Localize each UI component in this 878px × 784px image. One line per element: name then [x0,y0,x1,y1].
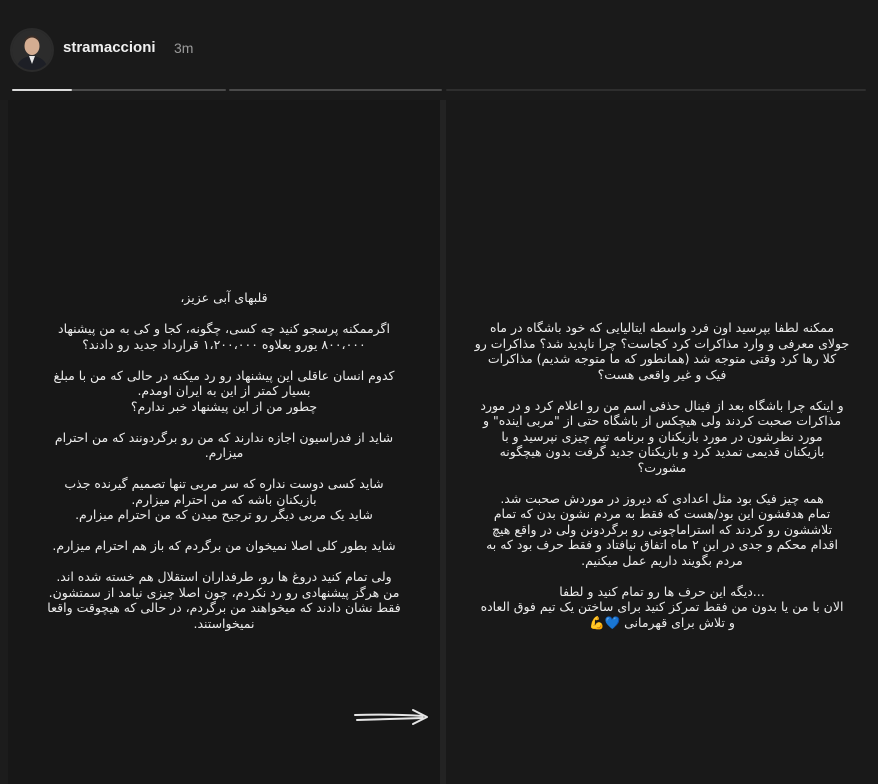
right-line: مذاکرات صحبت کردند ولی هیچکس از باشگاه حتی از "مربی اینده" و [482,413,842,428]
story-text-left [18,290,430,647]
story-progress-fill [12,89,72,91]
left-line: ولی تمام کنید دروغ ها رو، طرفداران استقلال هم خسته شده اند. [56,569,392,584]
left-paragraph [18,368,430,415]
right-line: و تلاش برای قهرمانی 💙💪 [589,614,735,630]
left-paragraph [18,430,430,461]
post-time: 3m [174,40,194,56]
left-line: شاید یک مربی دیگر رو ترجیح میدن که من احترام میزارم. [75,507,373,522]
left-paragraph [18,538,430,554]
avatar[interactable] [12,30,52,70]
story-card-left[interactable] [8,100,440,784]
left-paragraph [18,290,430,306]
profile-photo-icon [12,30,52,70]
right-line: بازیکنان قدیمی تمدید کرد و بازیکنان جدید گرفت بدون هیچگونه [499,444,825,459]
right-line: الان با من یا بدون من فقط تمرکز کنید برای ساختن یک تیم فوق العاده [480,599,844,614]
right-paragraph [454,491,870,569]
story-header [0,0,878,100]
left-line: بسیار کمتر از این به ایران اومدم. [137,383,311,398]
left-line: کدوم انسان عاقلی این پیشنهاد رو رد میکنه در حالی که من با مبلغ [53,367,395,383]
right-line: همه چیز فیک بود مثل اعدادی که دیروز در موردش صحبت شد. [500,490,824,506]
right-line: اقدام محکم و جدی در این ۲ ماه اتفاق نیافتاد و فقط حرف بود که به [486,537,838,552]
hand-drawn-right-arrow-icon [351,707,431,727]
right-line: کلا رها کرد وقتی متوجه شد (همانطور که ما متوجه شدیم) مذاکرات [487,351,837,366]
right-line: مردم بگویند داریم عمل میکنیم. [581,552,743,568]
story-progress-segment-1 [12,89,226,91]
right-line: فیک و غیر واقعی هست؟ [597,366,727,382]
right-line: تمام هدفشون این بود/هست که فقط به مردم نشون بدن که تمام [493,506,831,521]
left-line: فقط نشان دادند که میخواهند من برگردم، در حالی که هیچوقت واقعا [47,600,401,615]
left-line: شاید از فدراسیون اجازه ندارند که من رو برگردونند که من احترام [54,429,394,445]
right-line: مورد نظرشون در مورد بازیکنان و برنامه تیم چیزی نپرسید و با [501,428,823,444]
right-line: و اینکه چرا باشگاه بعد از فینال حذفی اسم من رو اعلام کرد و در مورد [480,397,844,413]
right-line: تلاششون رو کردند که استراماچونی رو برگردونن ولی در واقع هیچ [491,521,833,537]
left-line: من هرگز پیشنهادی رو رد نکردم، چون اصلا چیزی نیامد از سمتشون. [48,584,400,600]
left-paragraph [18,569,430,631]
left-line: بازیکنان باشه که من احترام میزارم. [131,491,317,507]
left-line: ۸۰۰،۰۰۰ یورو بعلاوه ۱،۲۰۰،۰۰۰ قرارداد جدید رو دادند؟ [82,336,366,352]
left-line: شاید بطور کلی اصلا نمیخوان من برگردم که باز هم احترام میزارم. [52,538,396,553]
left-paragraph [18,476,430,523]
left-line: میزارم. [204,445,244,460]
story-progress-segment-2 [229,89,442,91]
left-line: اگرممکنه پرسجو کنید چه کسی، چگونه، کجا و کی به من پیشنهاد [58,321,390,336]
left-line: شاید کسی دوست نداره که سر مربی تنها تصمیم گیرنده جذب [64,476,384,491]
left-line: نمیخواستند. [193,615,255,631]
right-paragraph [454,584,870,631]
story-progress-segment-3 [446,89,866,91]
right-line: ...دیگه این حرف ها رو تمام کنید و لطفا [559,583,765,599]
left-line: قلبهای آبی عزیز، [180,290,268,305]
left-paragraph [18,321,430,352]
right-paragraph [454,398,870,476]
right-line: مشورت؟ [637,459,687,475]
right-paragraph [454,320,870,382]
left-line: چطور من از این پیشنهاد خبر ندارم؟ [130,398,318,414]
story-card-right[interactable] [446,100,878,784]
right-line: ممکنه لطفا بپرسید اون فرد واسطه ایتالیایی که خود باشگاه در ماه [489,320,835,335]
story-text-right [454,320,870,646]
username[interactable]: stramaccioni [63,39,156,56]
right-line: جولای معرفی و وارد مذاکرات کرد کجاست؟ چرا ناپدید شد؟ مذاکرات رو [474,335,850,351]
